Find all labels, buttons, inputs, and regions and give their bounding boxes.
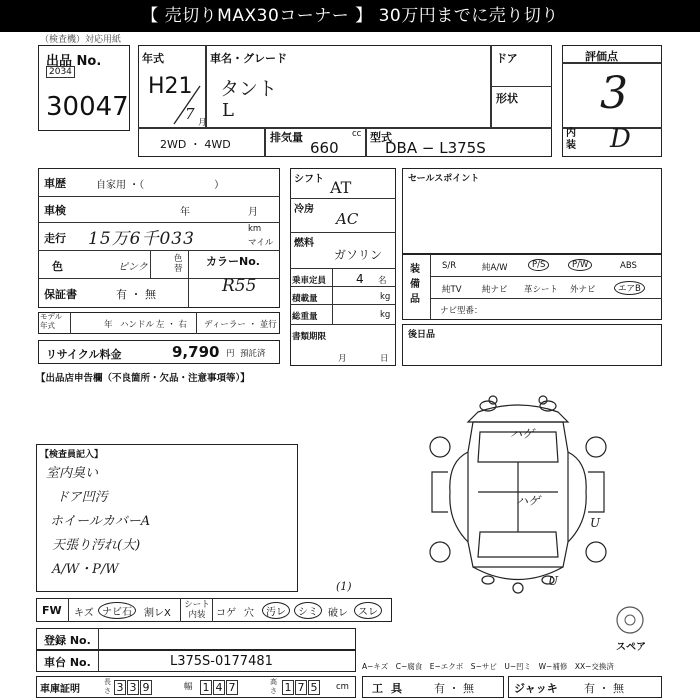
color-label: 色 bbox=[52, 260, 63, 273]
fuel-label: 燃料 bbox=[294, 238, 314, 249]
cert-width-label: 幅 bbox=[184, 682, 193, 692]
seat-item-stain: シミ bbox=[294, 602, 322, 619]
sheet-header: （検査機）対応用紙 bbox=[40, 35, 122, 45]
mileage-unit-km: km bbox=[248, 224, 262, 234]
recycle-label: リサイクル料金 bbox=[46, 348, 122, 361]
shift-label: シフト bbox=[294, 174, 324, 185]
score-label: 評価点 bbox=[585, 50, 618, 63]
docs-day: 日 bbox=[380, 354, 389, 364]
inspector-line-5: A/W・P/W bbox=[52, 562, 119, 577]
top-banner: 【 売切りMAX30コーナー 】 30万円までに売り切り bbox=[0, 0, 700, 32]
seat-item-wear: スレ bbox=[354, 602, 382, 619]
equip-ps: P/S bbox=[528, 259, 549, 271]
gross-unit: kg bbox=[380, 310, 391, 320]
diagram-mark-hood: ハゲ bbox=[510, 427, 535, 441]
doors-label: ドア bbox=[496, 52, 518, 65]
fw-item-chip: ナビ石 bbox=[98, 602, 136, 619]
interior-value: D bbox=[610, 124, 631, 154]
fuel-value: ガソリン bbox=[334, 248, 383, 262]
defects-label: 【出品店申告欄（不良箇所・欠品・注意事項等）】 bbox=[36, 373, 250, 384]
cert-width-d3: 7 bbox=[226, 680, 238, 695]
cert-height-label: 高さ bbox=[270, 678, 277, 695]
recycle-value: 9,790 bbox=[172, 343, 220, 361]
equip-leather: 革シート bbox=[524, 285, 559, 295]
lot-code: 2034 bbox=[46, 66, 75, 78]
score-value: 3 bbox=[600, 68, 628, 119]
displacement-value: 660 bbox=[310, 139, 339, 157]
drive-type: 2WD ・ 4WD bbox=[160, 138, 231, 151]
notes-label: 後日品 bbox=[408, 330, 436, 340]
diagram-mark-roof: ハゲ bbox=[516, 494, 541, 508]
mileage-unit-mile: マイル bbox=[248, 238, 274, 248]
cert-unit: cm bbox=[336, 682, 349, 692]
color-change-label: 色替 bbox=[174, 254, 183, 274]
color-code: R55 bbox=[222, 276, 257, 296]
seat-item-tear: 破レ bbox=[328, 608, 348, 619]
history-label: 車歴 bbox=[44, 177, 66, 190]
inspection-month: 月 bbox=[248, 207, 258, 218]
warranty-value: 有 ・ 無 bbox=[116, 288, 156, 301]
history-value: 自家用 ・（ ） bbox=[96, 180, 225, 191]
seat-item-burn: コゲ bbox=[216, 608, 236, 619]
cert-width-d1: 1 bbox=[200, 680, 212, 695]
equip-sr: S/R bbox=[442, 261, 457, 271]
equipment-label: 装備品 bbox=[410, 264, 420, 305]
equip-navi: 純ナビ bbox=[482, 285, 508, 295]
ac-label: 冷房 bbox=[294, 204, 314, 215]
inspector-line-1: 室内臭い bbox=[46, 466, 99, 481]
gross-label: 総重量 bbox=[292, 312, 318, 322]
cert-length-d3: 9 bbox=[140, 680, 152, 695]
tools-label: 工具 bbox=[372, 682, 410, 695]
inspector-line-2: ドア凹汚 bbox=[56, 490, 108, 505]
model-name: タント bbox=[220, 78, 278, 100]
model-year-year: 年 bbox=[104, 320, 113, 330]
displacement-label: 排気量 bbox=[270, 131, 303, 144]
fw-label: FW bbox=[42, 604, 62, 617]
jack-value: 有 ・ 無 bbox=[584, 682, 624, 695]
equip-navi-model: ナビ型番： bbox=[440, 306, 483, 316]
mileage-label: 走行 bbox=[44, 232, 66, 245]
notes-box bbox=[402, 324, 662, 366]
displacement-unit: cc bbox=[352, 129, 362, 139]
model-year-handle: ハンドル bbox=[120, 320, 155, 330]
spare-tire-icon bbox=[614, 604, 646, 636]
chassis-value: L375S-0177481 bbox=[170, 654, 273, 669]
year-month: 7 bbox=[185, 105, 195, 123]
equip-abs: ABS bbox=[620, 261, 637, 271]
capacity-value: 4 bbox=[356, 272, 364, 286]
cert-length-d1: 3 bbox=[114, 680, 126, 695]
cert-height-d1: 1 bbox=[282, 680, 294, 695]
cert-height-d2: 7 bbox=[295, 680, 307, 695]
seat-item-hole: 穴 bbox=[244, 608, 254, 619]
docs-label: 書類期限 bbox=[292, 332, 327, 342]
type-label: 型式 bbox=[370, 131, 392, 144]
year-month-unit: 月 bbox=[198, 118, 207, 128]
recycle-unit: 円 bbox=[226, 349, 235, 359]
load-unit: kg bbox=[380, 292, 391, 302]
model-year-label: モデル年式 bbox=[40, 312, 63, 330]
cert-label: 車庫証明 bbox=[40, 684, 80, 695]
color-code-label: カラーNo. bbox=[206, 255, 260, 268]
capacity-unit: 名 bbox=[378, 276, 387, 286]
cert-height-d3: 5 bbox=[308, 680, 320, 695]
cert-length bbox=[114, 680, 153, 695]
cert-width bbox=[200, 680, 239, 695]
damage-legend: A−キズ C−腐食 E−エクボ S−サビ U−凹ミ W−補修 XX−交換済 bbox=[362, 662, 614, 671]
cert-length-label: 長さ bbox=[104, 678, 111, 695]
year-era: H21 bbox=[148, 74, 193, 99]
model-year-dealer: ディーラー ・ 並行 bbox=[204, 320, 277, 330]
model-label: 車名・グレード bbox=[210, 52, 287, 65]
lot-number: 30047 bbox=[46, 92, 129, 122]
inspector-line-4: 天張り汚れ(大) bbox=[52, 538, 141, 553]
cert-length-d2: 3 bbox=[127, 680, 139, 695]
jack-label: ジャッキ bbox=[514, 682, 558, 695]
shape-label: 形状 bbox=[496, 92, 518, 105]
chassis-label: 車台 No. bbox=[44, 656, 91, 669]
fw-item-scratch: キズ bbox=[74, 608, 94, 619]
seat-item-dirt: 汚レ bbox=[262, 602, 290, 619]
equip-tv: 純TV bbox=[442, 285, 462, 295]
tools-value: 有 ・ 無 bbox=[434, 682, 474, 695]
shift-value: AT bbox=[330, 178, 352, 197]
capacity-label: 乗車定員 bbox=[292, 276, 327, 286]
interior-label: 内装 bbox=[566, 128, 576, 151]
mileage-value: 15万6千033 bbox=[88, 229, 195, 249]
equip-airbag: エアB bbox=[614, 281, 645, 295]
docs-month: 月 bbox=[338, 354, 347, 364]
sales-point-label: セールスポイント bbox=[408, 174, 480, 184]
inspector-label: 【検査員記入】 bbox=[40, 450, 104, 460]
equip-alloy: 純A/W bbox=[482, 263, 508, 273]
ac-value: AC bbox=[336, 210, 359, 228]
year-label: 年式 bbox=[142, 52, 164, 65]
equip-ext-navi: 外ナビ bbox=[570, 285, 596, 295]
model-grade: L bbox=[222, 100, 234, 121]
fw-item-crack: 割レX bbox=[144, 608, 171, 619]
cert-height bbox=[282, 680, 321, 695]
recycle-note: 預託済 bbox=[240, 349, 266, 359]
diagram-mark-rear: U bbox=[548, 574, 559, 588]
color-value: ピンク bbox=[118, 262, 148, 273]
lot-label: 出品 No. bbox=[46, 54, 102, 69]
warranty-label: 保証書 bbox=[44, 288, 77, 301]
diagram-mark-right: U bbox=[590, 516, 601, 530]
registration-label: 登録 No. bbox=[44, 634, 91, 647]
type-value: DBA − L375S bbox=[385, 139, 486, 157]
seat-label: シート内装 bbox=[184, 600, 210, 620]
load-label: 積載量 bbox=[292, 294, 318, 304]
inspection-year: 年 bbox=[180, 207, 190, 218]
cert-width-d2: 4 bbox=[213, 680, 225, 695]
inspector-line-3: ホイールカバーA bbox=[50, 514, 151, 529]
spare-label: スペア bbox=[616, 642, 646, 653]
equip-pw: P/W bbox=[568, 259, 592, 271]
diagram-annotation: (1) bbox=[336, 580, 352, 593]
inspection-label: 車検 bbox=[44, 204, 66, 217]
model-year-lr: 左 ・ 右 bbox=[156, 320, 187, 330]
